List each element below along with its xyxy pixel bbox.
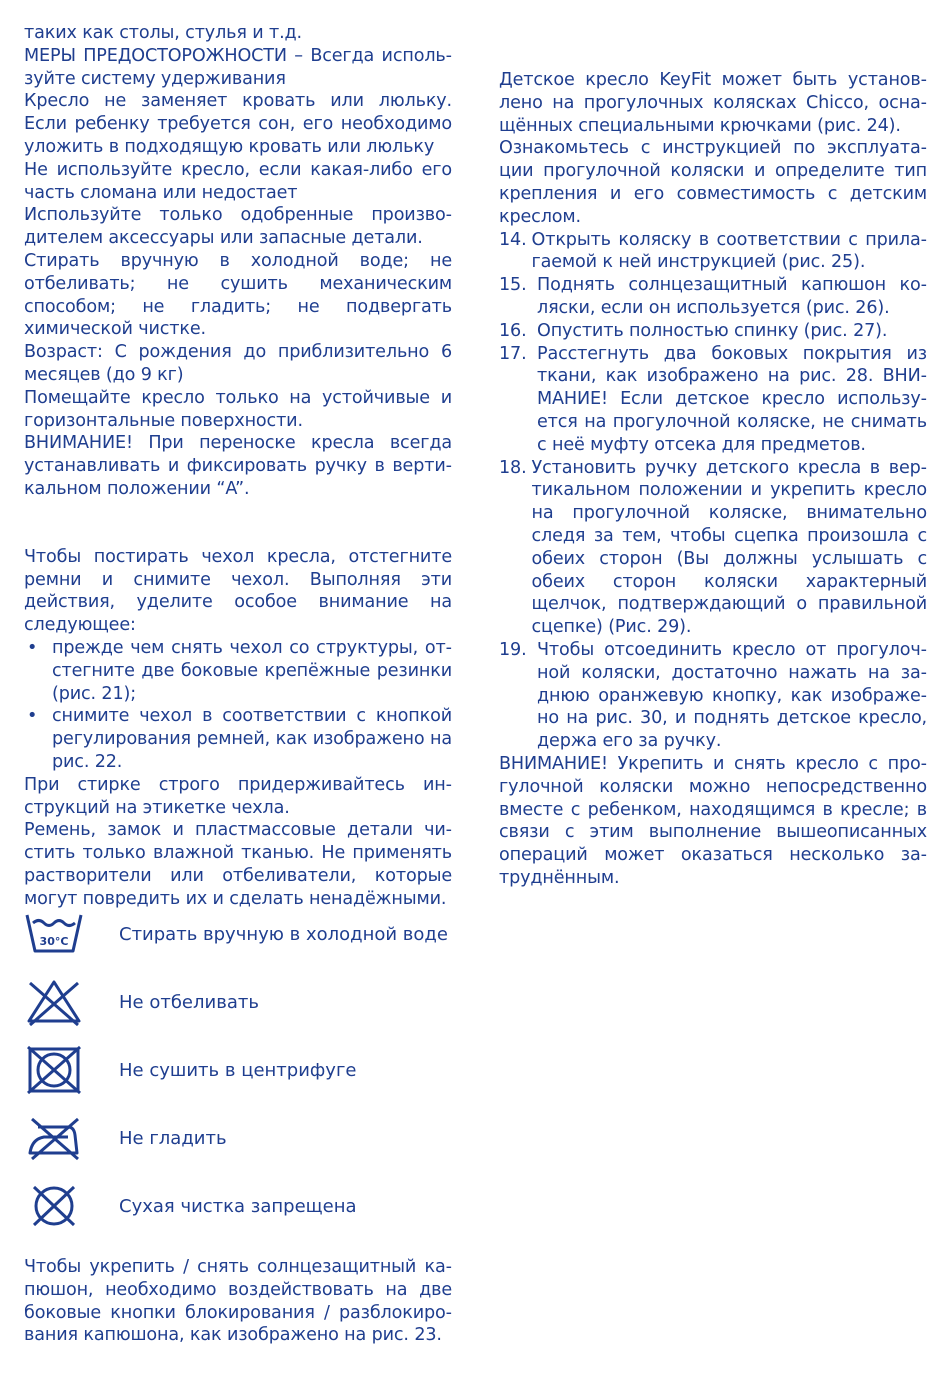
step-text: Открыть коляску в соответствии с прилагаемой к ней инструкцией (рис. 25).	[531, 229, 927, 273]
list-item	[24, 637, 452, 705]
care-row	[24, 900, 454, 968]
care-label: Сухая чистка запрещена	[119, 1195, 357, 1217]
step-number: 19.	[499, 639, 527, 660]
paragraph: Чтобы постирать чехол кресла, отстегните ремни и снимите чехол. Выполняя эти действия, уделите особое внимание на следующее:	[24, 546, 452, 636]
step-number: 16.	[499, 320, 527, 341]
right-column	[499, 69, 927, 890]
step-item	[499, 274, 927, 320]
step-text: Поднять солнцезащитный капюшон коляски, если он используется (рис. 26).	[537, 275, 927, 318]
step-number: 17.	[499, 343, 527, 364]
step-text: Чтобы отсоединить кресло от прогулочной коляски, достаточно нажать на заднюю оранжевую кнопку, как изображено на рис. 30, и поднять детское кресло, держа его за ручку.	[537, 639, 927, 752]
paragraph: Помещайте кресло только на устойчивые и горизонтальные поверхности.	[24, 387, 452, 431]
care-row	[24, 1172, 454, 1240]
no-dry-clean-icon	[24, 1176, 104, 1236]
care-row	[24, 1104, 454, 1172]
sun-canopy-paragraph: Чтобы укрепить / снять солнцезащитный капюшон, необходимо воздействовать на две боковые кнопки блокирования / разблокирования капюшона, как изображено на рис. 23.	[24, 1257, 452, 1346]
care-label: Не отбеливать	[119, 991, 259, 1013]
step-item	[499, 343, 927, 457]
paragraph: Ремень, замок и пластмассовые детали чистить только влажной тканью. Не применять растворители или отбеливатели, которые могут повредить их и сделать ненадёжными.	[24, 820, 452, 909]
precautions-paragraph: МЕРЫ ПРЕДОСТОРОЖНОСТИ – Всегда используйте систему удерживания	[24, 45, 452, 89]
paragraph: Не используйте кресло, если какая-либо его часть сломана или недостает	[24, 159, 452, 203]
step-item	[499, 457, 927, 639]
care-symbols	[24, 900, 454, 1240]
care-row	[24, 1036, 454, 1104]
paragraph: Стирать вручную в холодной воде; не отбеливать; не сушить механическим способом; не гладить; не подвергать химической чистке.	[24, 250, 452, 340]
list-item-text: прежде чем снять чехол со структуры, отстегните две боковые крепёжные резинки (рис. 21);	[52, 637, 452, 704]
step-item	[499, 229, 927, 275]
wash-temperature: 30°C	[39, 935, 69, 948]
left-column	[24, 22, 452, 910]
paragraph: Ознакомьтесь с инструкцией по эксплуатации прогулочной коляски и определите тип крепления и его совместимость с детским креслом.	[499, 138, 927, 227]
step-text: Расстегнуть два боковых покрытия из ткани, как изображено на рис. 28. ВНИМАНИЕ! Если детское кресло используется на прогулочной коляске, не снимать с неё муфту отсека для предметов.	[537, 343, 927, 455]
bottom-section	[24, 1256, 452, 1347]
step-text: Установить ручку детского кресла в вертикальном положении и укрепить кресло на прогулочной коляске, внимательно следя за тем, чтобы сцепка произошла с обеих сторон (Вы должны услышать с обеих сторон коляски характерный щелчок, подтверждающий о правильной сцепке) (Рис. 29).	[531, 457, 927, 638]
step-number: 14.	[499, 229, 527, 250]
paragraph: Возраст: С рождения до приблизительно 6 месяцев (до 9 кг)	[24, 342, 452, 385]
no-iron-icon	[24, 1108, 104, 1168]
step-text: Опустить полностью спинку (рис. 27).	[537, 320, 888, 341]
care-label: Стирать вручную в холодной воде	[119, 923, 448, 945]
paragraph: При стирке строго придерживайтесь инструкций на этикетке чехла.	[24, 774, 452, 818]
paragraph: Детское кресло KeyFit может быть установлено на прогулочных колясках Chicco, оснащённых специальными крючками (рис. 24).	[499, 70, 927, 136]
step-number: 18.	[499, 457, 527, 478]
list-item-text: снимите чехол в соответствии с кнопкой регулирования ремней, как изображено на рис. 22.	[52, 706, 452, 772]
section-gap	[24, 501, 452, 546]
paragraph: Кресло не заменяет кровать или люльку. Если ребенку требуется сон, его необходимо уложить в подходящую кровать или люльку	[24, 91, 452, 157]
step-number: 15.	[499, 275, 527, 296]
warning-paragraph: ВНИМАНИЕ! При переноске кресла всегда устанавливать и фиксировать ручку в вертикальном положении “A”.	[24, 433, 452, 499]
care-label: Не гладить	[119, 1127, 227, 1149]
care-row	[24, 968, 454, 1036]
no-bleach-icon	[24, 972, 104, 1032]
bullet-mark: •	[27, 637, 38, 658]
care-label: Не сушить в центрифуге	[119, 1059, 357, 1081]
step-item	[499, 320, 927, 343]
no-tumble-dry-icon	[24, 1040, 104, 1100]
paragraph: таких как столы, стулья и т.д.	[24, 23, 302, 43]
list-item	[24, 705, 452, 773]
bullet-mark: •	[27, 706, 38, 727]
step-item	[499, 639, 927, 753]
hand-wash-30-icon	[24, 904, 104, 964]
warning-paragraph: ВНИМАНИЕ! Укрепить и снять кресло с прогулочной коляски можно непосредственно вместе с ребенком, находящимся в кресле; в связи с этим выполнение вышеописанных операций может оказаться несколько затруднённым.	[499, 753, 927, 888]
paragraph: Используйте только одобренные производителем аксессуары или запасные детали.	[24, 205, 452, 249]
